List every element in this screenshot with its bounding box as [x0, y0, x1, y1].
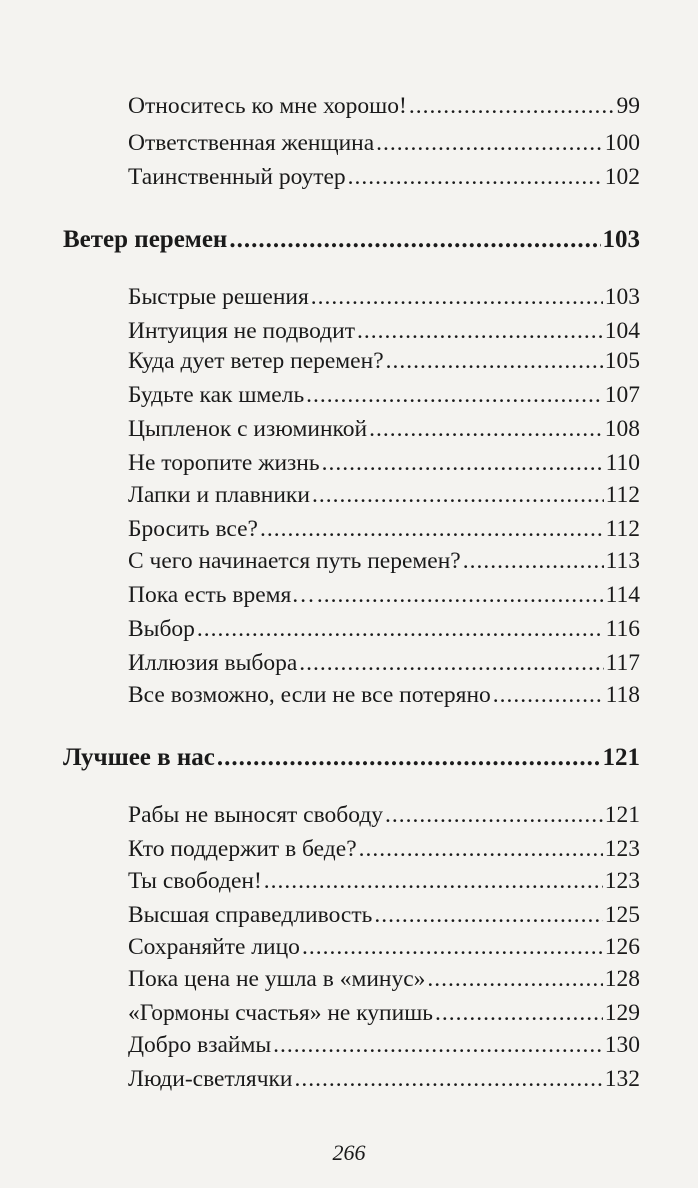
entry-title: Не торопите жизнь	[128, 450, 320, 476]
toc-entry	[128, 902, 640, 929]
dot-leader	[264, 868, 603, 895]
toc-section	[63, 226, 640, 254]
entry-title: Ответственная женщина	[128, 130, 375, 156]
toc-entry	[128, 284, 640, 311]
entry-page-number: 107	[604, 382, 640, 408]
dot-leader	[306, 382, 603, 409]
dot-leader	[385, 802, 603, 829]
toc-entry	[128, 682, 640, 709]
section-title: Лучшее в нас	[63, 744, 215, 771]
entry-page-number: 114	[605, 582, 640, 608]
entry-page-number: 126	[604, 934, 640, 960]
entry-page-number: 117	[605, 650, 640, 676]
dot-leader	[374, 902, 602, 929]
entry-page-number: 123	[604, 836, 640, 862]
entry-page-number: 108	[604, 416, 640, 442]
section-title: Ветер перемен	[63, 226, 228, 253]
entry-title: Относитесь ко мне хорошо!	[128, 93, 407, 119]
toc-entry	[128, 482, 640, 509]
dot-leader	[435, 1000, 603, 1027]
entry-title: Бросить все?	[128, 516, 258, 542]
entry-page-number: 104	[604, 318, 640, 344]
toc-entry	[128, 934, 640, 961]
entry-title: Цыпленок с изюминкой	[128, 416, 368, 442]
entry-page-number: 99	[616, 93, 640, 119]
entry-title: Высшая справедливость	[128, 902, 373, 928]
entry-title: Ты свободен!	[128, 868, 262, 894]
toc-entry	[128, 868, 640, 895]
dot-leader	[359, 836, 603, 863]
toc-entry	[128, 966, 640, 993]
toc-entry	[128, 450, 640, 477]
entry-page-number: 123	[604, 868, 640, 894]
entry-title: Таинственный роутер	[128, 164, 346, 190]
toc-entry	[128, 382, 640, 409]
entry-page-number: 128	[604, 966, 640, 992]
entry-page-number: 110	[605, 450, 640, 476]
dot-leader	[295, 1066, 603, 1093]
entry-page-number: 103	[602, 226, 640, 253]
dot-leader	[317, 582, 604, 609]
entry-page-number: 129	[604, 1000, 640, 1026]
toc-entry	[128, 1066, 640, 1093]
toc-entry	[128, 130, 640, 157]
entry-title: Кто поддержит в беде?	[128, 836, 357, 862]
dot-leader	[369, 416, 603, 443]
dot-leader	[299, 650, 603, 677]
entry-page-number: 125	[604, 902, 640, 928]
dot-leader	[463, 548, 604, 575]
entry-title: Иллюзия выбора	[128, 650, 298, 676]
toc-entry	[128, 836, 640, 863]
dot-leader	[376, 130, 603, 157]
entry-title: Рабы не выносят свободу	[128, 802, 384, 828]
entry-title: Люди-светлячки	[128, 1066, 293, 1092]
entry-page-number: 112	[605, 516, 640, 542]
dot-leader	[322, 450, 604, 477]
toc-entry	[128, 616, 640, 643]
dot-leader	[217, 744, 601, 772]
toc-entry	[128, 318, 640, 345]
dot-leader	[311, 284, 603, 311]
dot-leader	[229, 226, 600, 254]
entry-title: Пока есть время…	[128, 582, 315, 608]
toc-section	[63, 744, 640, 772]
entry-page-number: 105	[604, 348, 640, 374]
entry-title: Выбор	[128, 616, 195, 642]
dot-leader	[348, 164, 603, 191]
entry-title: Интуиция не подводит	[128, 318, 355, 344]
toc-entry	[128, 416, 640, 443]
toc-entry	[128, 1032, 640, 1059]
entry-page-number: 121	[602, 744, 640, 771]
entry-page-number: 121	[604, 802, 640, 828]
dot-leader	[197, 616, 604, 643]
dot-leader	[427, 966, 602, 993]
toc-entry	[128, 582, 640, 609]
entry-title: Добро взаймы	[128, 1032, 272, 1058]
entry-title: Будьте как шмель	[128, 382, 305, 408]
entry-title: Все возможно, если не все потеряно	[128, 682, 491, 708]
entry-page-number: 112	[605, 482, 640, 508]
entry-page-number: 132	[604, 1066, 640, 1092]
entry-page-number: 116	[605, 616, 640, 642]
toc-entry	[128, 93, 640, 120]
toc-entry	[128, 548, 640, 575]
toc-entry	[128, 650, 640, 677]
dot-leader	[493, 682, 604, 709]
entry-page-number: 100	[604, 130, 640, 156]
entry-title: Сохраняйте лицо	[128, 934, 300, 960]
entry-title: Лапки и плавники	[128, 482, 310, 508]
toc-entry	[128, 164, 640, 191]
entry-page-number: 102	[604, 164, 640, 190]
entry-title: Быстрые решения	[128, 284, 309, 310]
dot-leader	[409, 93, 615, 120]
entry-title: Пока цена не ушла в «минус»	[128, 966, 426, 992]
dot-leader	[273, 1032, 603, 1059]
entry-title: Куда дует ветер перемен?	[128, 348, 384, 374]
entry-page-number: 118	[605, 682, 640, 708]
dot-leader	[312, 482, 604, 509]
toc-entry	[128, 348, 640, 375]
toc-entry	[128, 802, 640, 829]
entry-title: «Гормоны счастья» не купишь	[128, 1000, 434, 1026]
toc-entry	[128, 516, 640, 543]
dot-leader	[302, 934, 603, 961]
dot-leader	[260, 516, 604, 543]
dot-leader	[386, 348, 603, 375]
dot-leader	[357, 318, 603, 345]
entry-page-number: 103	[604, 284, 640, 310]
entry-page-number: 130	[604, 1032, 640, 1058]
entry-page-number: 113	[605, 548, 640, 574]
entry-title: С чего начинается путь перемен?	[128, 548, 461, 574]
toc-entry	[128, 1000, 640, 1027]
page-number: 266	[332, 1140, 366, 1165]
